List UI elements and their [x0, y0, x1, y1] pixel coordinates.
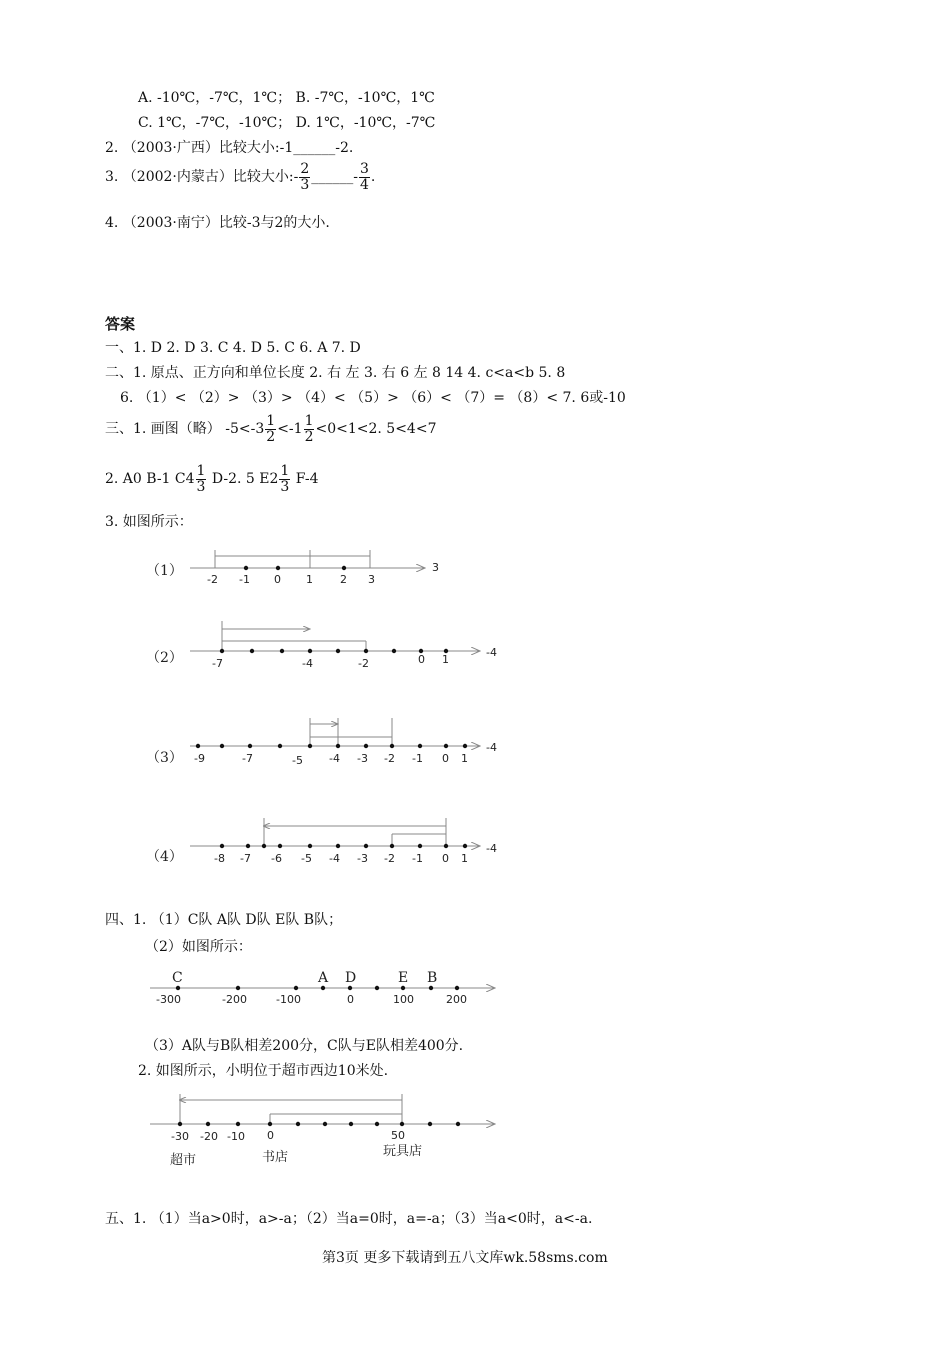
- fig3-tick: -9: [194, 752, 205, 765]
- fig3-end-label: -4: [486, 741, 497, 754]
- score-tick: 0: [347, 993, 354, 1006]
- q3-fraction-1: $\frac{2}{3}$: [300, 161, 310, 193]
- fig1-tick: 1: [306, 573, 313, 586]
- fig4-tick: -3: [357, 852, 368, 865]
- fig3-tick: -2: [384, 752, 395, 765]
- fig3-tick: -7: [242, 752, 253, 765]
- fig4-tick: -7: [240, 852, 251, 865]
- fig2-label: （2）: [146, 650, 183, 666]
- q2: 2. （2003·广西）比较大小:-1______-2.: [105, 140, 354, 156]
- fig2-end-label: -4: [486, 646, 497, 659]
- place-supermarket: 超市: [170, 1153, 197, 1168]
- score-tick: -200: [222, 993, 247, 1006]
- fig2-tick: 1: [442, 653, 449, 666]
- fig4-label: （4）: [146, 849, 183, 865]
- score-tick: -100: [276, 993, 301, 1006]
- fig2-tick: 0: [418, 653, 425, 666]
- answers-part4-line1: 四、1. （1）C队 A队 D队 E队 B队；: [105, 912, 343, 928]
- fig1-tick: 2: [340, 573, 347, 586]
- fig4-tick: -2: [384, 852, 395, 865]
- fraction: $\frac{1}{3}$: [280, 463, 290, 495]
- answers-part3-line3: 3. 如图所示：: [105, 514, 193, 530]
- fig2-tick: -7: [212, 657, 223, 670]
- fig2-tick: -4: [302, 657, 313, 670]
- fig3-tick: -4: [329, 752, 340, 765]
- fig4-tick: -8: [214, 852, 225, 865]
- q3-suffix: .: [370, 169, 376, 186]
- page-footer: 第3页 更多下载请到五八文库wk.58sms.com: [322, 1250, 608, 1266]
- q1-options-line2: C. 1℃，-7℃，-10℃； D. 1℃，-10℃，-7℃: [138, 115, 436, 131]
- fig4-tick: -1: [412, 852, 423, 865]
- q3-fraction-2: $\frac{3}{4}$: [360, 161, 369, 193]
- point-b: B: [427, 970, 438, 986]
- fig1-end-label: 3: [432, 561, 439, 574]
- fig1-tick: 3: [368, 573, 375, 586]
- place-toystore: 玩具店: [383, 1144, 423, 1159]
- fig3-label: （3）: [146, 750, 183, 766]
- answers-heading: 答案: [105, 315, 136, 333]
- fig4-tick: -4: [329, 852, 340, 865]
- shop-tick: -20: [200, 1130, 218, 1143]
- fig4-tick: 0: [442, 852, 449, 865]
- fig3-tick: 0: [442, 752, 449, 765]
- fig1-label: （1）: [146, 563, 183, 579]
- fraction: $\frac{1}{3}$: [196, 463, 206, 495]
- point-d: D: [345, 970, 357, 986]
- fig4-end-label: -4: [486, 842, 497, 855]
- answers-part5: 五、1. （1）当a>0时，a>-a；（2）当a=0时，a=-a；（3）当a<0时，a<-a.: [105, 1211, 593, 1227]
- q1-options-line1: A. -10℃，-7℃，1℃； B. -7℃，-10℃，1℃: [138, 90, 435, 106]
- shop-tick: 0: [267, 1129, 274, 1142]
- q3-blank: ______-: [311, 169, 358, 186]
- answers-part1: 一、1. D 2. D 3. C 4. D 5. C 6. A 7. D: [105, 340, 361, 356]
- fig1-tick: 0: [274, 573, 281, 586]
- answers-part3-line1: 三、1. 画图（略） -5<-3 $\frac{1}{2}$ <-1 $\frac{1}{2}$ <0<1<2. 5<4<7: [105, 413, 437, 445]
- point-a: A: [318, 970, 329, 986]
- fig4-tick: 1: [461, 852, 468, 865]
- fig4-tick: -6: [271, 852, 282, 865]
- place-bookstore: 书店: [262, 1150, 289, 1165]
- fraction: $\frac{1}{2}$: [304, 413, 314, 445]
- answers-part4-line4: 2. 如图所示，小明位于超市西边10米处.: [138, 1063, 389, 1079]
- fig3-tick: -3: [357, 752, 368, 765]
- fig3-tick: -1: [412, 752, 423, 765]
- fig4-tick: -5: [301, 852, 312, 865]
- answers-part4-line2: （2）如图所示：: [145, 939, 252, 955]
- q3-prefix: 3. （2002·内蒙古）比较大小:-: [105, 169, 299, 186]
- answers-part3-line2: 2. A0 B-1 C4 $\frac{1}{3}$ D-2. 5 E2 $\frac{1}{3}$ F-4: [105, 463, 319, 495]
- fig2-tick: -2: [358, 657, 369, 670]
- shop-tick: 50: [391, 1129, 405, 1142]
- point-e: E: [398, 970, 409, 986]
- score-tick: -300: [156, 993, 181, 1006]
- shop-tick: -10: [227, 1130, 245, 1143]
- q4: 4. （2003·南宁）比较-3与2的大小.: [105, 215, 330, 231]
- answers-part4-line3: （3）A队与B队相差200分，C队与E队相差400分.: [145, 1038, 464, 1054]
- shop-tick: -30: [171, 1130, 189, 1143]
- fig1-tick: -1: [239, 573, 250, 586]
- score-tick: 200: [446, 993, 467, 1006]
- fig1-tick: -2: [207, 573, 218, 586]
- point-c: C: [172, 970, 183, 986]
- fraction: $\frac{1}{2}$: [266, 413, 276, 445]
- team-score-number-line: [0, 950, 950, 1350]
- fig3-tick: -5: [292, 754, 303, 767]
- answers-part2-line1: 二、1. 原点、正方向和单位长度 2. 右 左 3. 右 6 左 8 14 4. c<a<b 5. 8: [105, 365, 566, 381]
- score-tick: 100: [393, 993, 414, 1006]
- answers-part2-line2: 6. （1）< （2）> （3）> （4）< （5）> （6）< （7）= （8）< 7. 6或-10: [120, 390, 626, 406]
- fig3-tick: 1: [461, 752, 468, 765]
